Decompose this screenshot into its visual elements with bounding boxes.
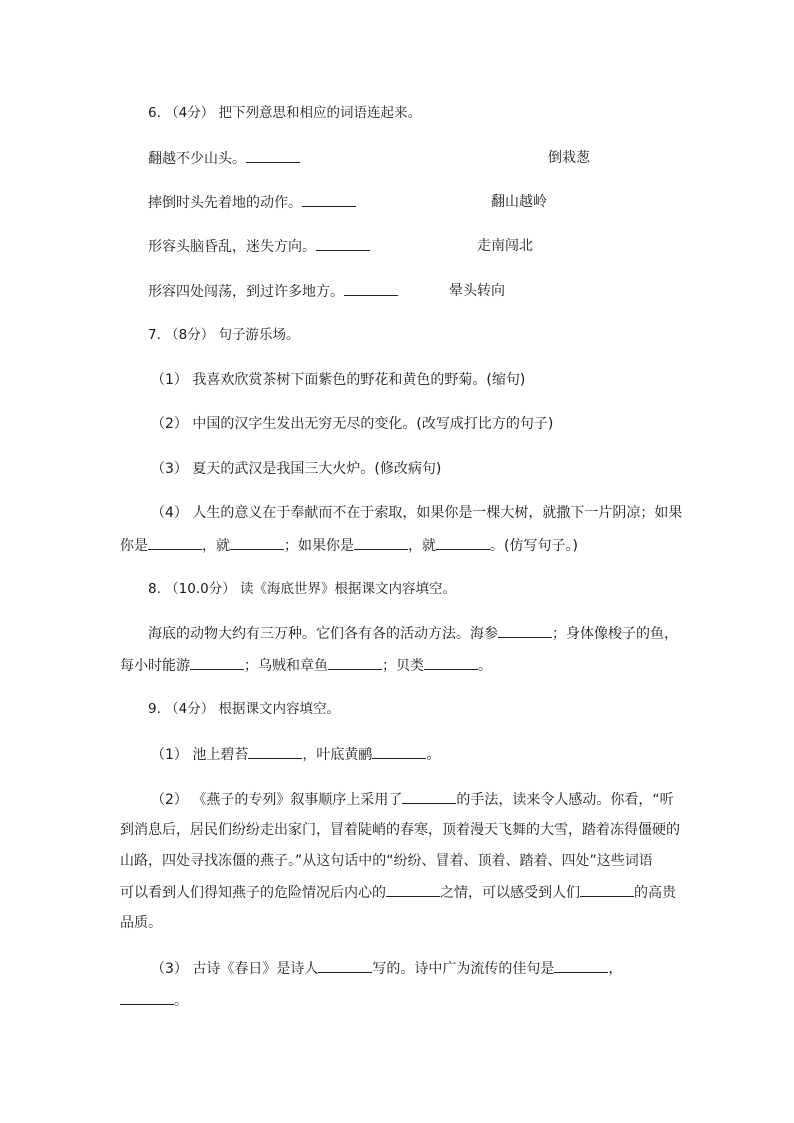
q7-i4-blank-4[interactable] [436, 535, 490, 550]
q6-meaning-3 [148, 236, 370, 257]
q9-item-3-line2 [120, 990, 188, 1011]
q9-i1-seg2: ，叶底黄鹂 [302, 747, 373, 763]
q8-blank-2[interactable] [190, 655, 244, 670]
q6-word-1: 倒栽葱 [548, 150, 590, 166]
q9-i3-blank-3[interactable] [120, 990, 174, 1005]
q9-i1-blank-2[interactable] [372, 744, 426, 759]
q9-item-2-line4 [120, 882, 676, 903]
q6-meaning-2 [148, 192, 356, 213]
q9-item-2-line3: 山路，四处寻找冻僵的燕子。”从这句话中的“纷纷、冒着、顶着、踏着、四处”这些词语 [120, 853, 653, 869]
q6-meaning-4-text: 形容四处闯荡，到过许多地方。 [148, 284, 344, 300]
q9-i2-seg2: 的手法，读来令人感动。你看，“听 [456, 792, 674, 808]
q8-l2-seg3: ；贝类 [382, 658, 424, 674]
q6-blank-2[interactable] [302, 192, 356, 207]
q7-title: 7. （8分） 句子游乐场。 [148, 327, 300, 343]
q8-title: 8. （10.0分） 读《海底世界》根据课文内容填空。 [148, 581, 457, 597]
q7-i4-seg3: ；如果你是 [284, 538, 354, 554]
q6-word-4: 晕头转向 [449, 283, 505, 299]
q6-meaning-4 [148, 281, 398, 302]
q6-blank-3[interactable] [316, 236, 370, 251]
q9-item-1 [151, 744, 440, 765]
q9-i3-blank-1[interactable] [318, 958, 372, 973]
q9-i3-seg2: 写的。诗中广为流传的佳句是 [372, 961, 555, 977]
q9-i3-l2-seg1: 。 [174, 993, 188, 1009]
q9-item-3-line1 [151, 958, 622, 979]
q7-i4-seg5: 。(仿写句子。) [490, 538, 578, 554]
q9-title: 9. （4分） 根据课文内容填空。 [148, 701, 341, 717]
q8-l1-seg2: ；身体像梭子的鱼， [552, 626, 678, 642]
q7-i4-blank-1[interactable] [148, 535, 202, 550]
q9-i2-blank-3[interactable] [580, 882, 634, 897]
q8-blank-4[interactable] [424, 655, 478, 670]
q8-blank-1[interactable] [498, 623, 552, 638]
q9-item-2-line1 [151, 789, 674, 810]
q9-i3-blank-2[interactable] [554, 958, 608, 973]
q7-i4-seg1: 你是 [120, 538, 148, 554]
q9-i2-l4-seg2: 之情，可以感受到人们 [440, 885, 580, 901]
q6-meaning-1 [148, 148, 300, 169]
q6-blank-1[interactable] [246, 148, 300, 163]
q7-i4-seg2: ，就 [202, 538, 230, 554]
q6-meaning-1-text: 翻越不少山头。 [148, 151, 246, 167]
q9-i3-seg3: ， [608, 961, 623, 977]
q8-blank-3[interactable] [328, 655, 382, 670]
q8-line2 [120, 655, 492, 676]
q8-l1-seg1: 海底的动物大约有三万种。它们各有各的活动方法。海参 [148, 626, 498, 642]
q6-blank-4[interactable] [344, 281, 398, 296]
q7-item-4-line2 [120, 535, 578, 556]
q9-i3-seg1: （3） 古诗《春日》是诗人 [151, 961, 319, 977]
q9-i2-l4-seg1: 可以看到人们得知燕子的危险情况后内心的 [120, 885, 386, 901]
q6-word-3: 走南闯北 [477, 238, 533, 254]
q7-item-4-line1: （4） 人生的意义在于奉献而不在于索取，如果你是一棵大树，就撒下一片阴凉；如果 [151, 505, 683, 521]
q7-i4-seg4: ，就 [408, 538, 436, 554]
q9-i2-seg1: （2） 《燕子的专列》叙事顺序上采用了 [151, 792, 403, 808]
q9-i2-l4-seg3: 的高贵 [634, 885, 676, 901]
q6-meaning-3-text: 形容头脑昏乱，迷失方向。 [148, 239, 316, 255]
q6-word-2: 翻山越岭 [491, 194, 547, 210]
q9-i1-seg1: （1） 池上碧苔 [151, 747, 249, 763]
q8-l2-seg2: ；乌贼和章鱼 [244, 658, 328, 674]
q9-i2-blank-1[interactable] [402, 789, 456, 804]
q7-item-3: （3） 夏天的武汉是我国三大火炉。(修改病句) [151, 461, 442, 477]
q8-line1 [148, 623, 678, 644]
q9-i1-blank-1[interactable] [248, 744, 302, 759]
q7-item-2: （2） 中国的汉字生发出无穷无尽的变化。(改写成打比方的句子) [151, 416, 554, 432]
q6-title: 6. （4分） 把下列意思和相应的词语连起来。 [148, 105, 422, 121]
q8-l2-seg4: 。 [478, 658, 492, 674]
q7-i4-blank-2[interactable] [230, 535, 284, 550]
q9-item-2-line2: 到消息后，居民们纷纷走出家门，冒着陡峭的春寒，顶着漫天飞舞的大雪，踏着冻得僵硬的 [120, 822, 680, 838]
q6-meaning-2-text: 摔倒时头先着地的动作。 [148, 195, 302, 211]
q9-i1-seg3: 。 [426, 747, 441, 763]
q8-l2-seg1: 每小时能游 [120, 658, 190, 674]
q7-item-1: （1） 我喜欢欣赏茶树下面紫色的野花和黄色的野菊。(缩句) [151, 372, 526, 388]
q9-i2-blank-2[interactable] [386, 882, 440, 897]
q7-i4-blank-3[interactable] [354, 535, 408, 550]
q9-item-2-line5: 品质。 [120, 915, 162, 931]
